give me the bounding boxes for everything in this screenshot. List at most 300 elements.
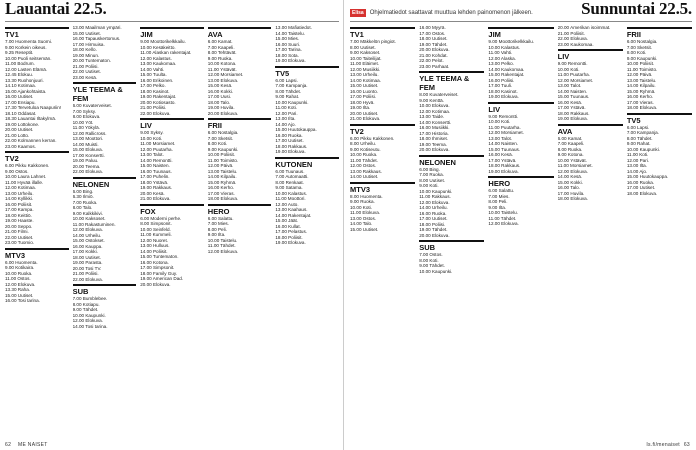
program-listing: 9.00 Koti. — [419, 183, 439, 188]
channel-header: AVA — [208, 27, 272, 39]
program-listing: 9.00 Rahat. — [626, 141, 651, 146]
program-listing: 18.00 Ihmiset. — [419, 136, 449, 141]
left-page — [0, 0, 344, 450]
program-listing: 18.00 Rakkaus. — [488, 163, 521, 168]
program-listing: 15.00 Kesä. — [207, 83, 233, 88]
program-listing: 7.00 Sketsit. — [207, 135, 234, 141]
program-listing: 16.00 Kesä. — [557, 99, 583, 105]
program-listing: 12.00 Elokuva. — [72, 318, 103, 323]
program-listing: 18.00 Poliisi. — [419, 221, 446, 227]
program-listing: 17.00 Ostos. — [419, 30, 446, 36]
program-listing: 7.00 Huomenta Suomi. — [5, 39, 52, 44]
program-listing: 6.00 Bing. — [72, 188, 94, 194]
program-listing: 13.00 Pelko. — [488, 61, 514, 66]
program-listing: 19.00 Ilta. — [350, 105, 371, 110]
program-listing: 10.00 Laura Lahnet. — [5, 174, 47, 179]
program-listing: 10.00 Kaupunki. — [275, 99, 309, 105]
program-listing: 10.00 Yöt. — [72, 119, 94, 125]
program-listing: 10.00 Ruoka. — [5, 270, 33, 276]
program-listing: 23.00 Kaamos. — [5, 143, 36, 149]
program-listing: 10.00 Poliisit. — [626, 61, 655, 66]
program-listing: 14.00 Naisten. — [557, 88, 588, 94]
program-listing: 12.00 Kotimaa. — [419, 108, 451, 114]
program-listing: 13.30 Raha. — [5, 287, 31, 292]
program-listing: 9.00 Remontti. — [488, 113, 519, 119]
program-listing: 6.00 Pikku Kakkonen. — [350, 135, 395, 141]
program-listing: 11.00 Koti. — [275, 105, 297, 110]
program-listing: 6.00 Kuvaterveiset. — [72, 103, 112, 108]
program-listing: 16.00 Kokki. — [207, 88, 234, 94]
program-listing: 15.00 Jäät. — [275, 218, 299, 223]
program-listing: 17.00 Tuuli. — [488, 83, 513, 88]
program-listing: 11.00 Bodrum. — [5, 61, 35, 66]
program-listing: 13.00 Kaahaus. — [275, 207, 308, 212]
program-listing: 11.00 Eläimet. — [350, 61, 380, 66]
program-listing: 17.00 Ensiapu. — [5, 99, 36, 105]
program-listing: 12.45 Elokuu. — [5, 72, 34, 77]
channel-header: YLE TEEMA & FEM — [73, 82, 137, 103]
program-listing: 8.00 Kotiapu. — [72, 301, 100, 307]
program-listing: 17.00 Huvila. — [557, 190, 585, 196]
right-column — [350, 25, 415, 435]
program-listing: 16.00 Musiikki. — [419, 125, 450, 130]
program-listing: 8.00 Koti. — [626, 50, 647, 55]
program-listing: 15.00 Uutiset. — [350, 83, 379, 88]
program-listing: 12.00 Pari. — [275, 110, 298, 116]
program-listing: 20.00 Kesä. — [140, 190, 165, 196]
program-listing: 12.00 Kalastus. — [140, 55, 172, 61]
program-listing: 10.00 Taiteilijat. — [350, 55, 382, 61]
program-listing: 20.00 Seppo. — [5, 223, 33, 229]
program-listing: 13.00 Taistelu. — [626, 77, 657, 83]
channel-header: YLE TEEMA & FEM — [419, 71, 484, 92]
program-listing: 12.00 Elokuva. — [5, 281, 36, 287]
program-listing: 10.00 Kotona. — [207, 61, 237, 66]
program-listing: 8.00 Ruoka. — [557, 146, 583, 152]
program-listing: 6.00 Lapsi. — [626, 124, 650, 130]
program-listing: 16.00 Myyrä. — [419, 25, 446, 30]
program-listing: 11.00 Ystävät. — [207, 66, 237, 72]
program-listing: 16.00 Uutiset. — [5, 94, 34, 99]
program-listing: 9.00 Ruoka. — [207, 55, 233, 61]
program-listing: 17.00 Pelko. — [140, 83, 166, 88]
program-listing: 10.00 Taistelu. — [488, 210, 518, 215]
program-listing: 21.00 Poliisit. — [557, 30, 585, 36]
program-listing: 22.00 Elokuva. — [557, 36, 589, 41]
program-listing: 10.00 Kalastus. — [488, 44, 521, 50]
program-listing: 19.00 Lottokone. — [5, 121, 40, 127]
program-listing: 13.30 Ruohonjuuri. — [5, 77, 44, 83]
program-listing: 17.00 Uutiset. — [275, 138, 304, 143]
program-listing: 7.00 Bumblebee. — [72, 296, 108, 301]
program-listing: 16.00 Kullat. — [275, 223, 301, 229]
program-listing: 15.00 Ostokset. — [72, 238, 105, 243]
program-listing: 18.00 Elokuva. — [626, 190, 658, 196]
program-listing: 10.00 Koti. — [488, 119, 511, 124]
program-listing: 21.00 Poliisi. — [140, 105, 167, 110]
program-listing: 8.00 Uutiset. — [350, 44, 376, 50]
program-listing: 7.00 Mäkkelön pingiot. — [350, 39, 396, 44]
program-listing: 12.00 Puutarha. — [140, 146, 173, 152]
program-listing: 16.00 Poliisit. — [5, 201, 33, 207]
program-listing: 10.00 Koti. — [557, 66, 580, 72]
program-listing: 12.00 Ostos. — [350, 163, 377, 168]
program-listing: 7.00 Mies. — [488, 193, 510, 199]
program-listing: 8.00 Tähdet. — [626, 135, 653, 141]
program-listing: 21.00 Kohdat. — [419, 52, 448, 58]
program-listing: 11.00 Alaskan rakentajat. — [140, 50, 192, 55]
program-listing: 11.00 Vahti. — [488, 50, 513, 55]
program-listing: 9.00 Kalkkikivi. — [72, 210, 103, 216]
program-listing: 15.00 Tuunaus. — [488, 146, 521, 152]
program-listing: 10.00 Poliisit. — [207, 152, 236, 157]
channel-header: MTV3 — [350, 182, 415, 194]
program-listing: 12.00 Rallicross. — [72, 130, 107, 136]
program-listing: 23.00 Kesä. — [72, 74, 98, 80]
program-listing: 8.00 Uutiset. — [419, 177, 445, 183]
program-listing: 11.00 Koti. — [626, 152, 649, 157]
channel-header: JIM — [488, 27, 553, 39]
channel-header: TV5 — [627, 113, 692, 125]
program-listing: 20.00 Elokuva. — [140, 281, 171, 287]
program-listing: 14.00 Kesä. — [557, 174, 583, 179]
right-page-number: 63 — [683, 442, 690, 448]
program-listing: 19.00 Haaste. — [5, 218, 34, 223]
program-listing: 18.00 Keittiö. — [5, 212, 32, 218]
program-listing: 15.00 Kokki. — [557, 179, 583, 185]
program-listing: 12.00 Auto. — [275, 201, 299, 207]
program-listing: 12.00 Musiikki. — [350, 66, 381, 72]
program-listing: 18.00 Rakkaus. — [275, 143, 308, 149]
program-listing: 10.00 Ystävät. — [557, 157, 587, 163]
program-listing: 18.00 Talo. — [207, 99, 231, 105]
program-listing: 14.00 Talo. — [350, 221, 373, 226]
channel-header: HERO — [488, 176, 553, 188]
program-listing: 14.00 Kaukomaa. — [488, 66, 525, 72]
program-listing: 8.00 Tehtävät. — [207, 50, 237, 55]
program-listing: 6.00 Bing. — [419, 166, 440, 172]
program-listing: 11.00 Kummeli. — [140, 232, 172, 237]
program-listing: 11.00 Puutarha. — [488, 124, 521, 130]
program-listing: 9.00 Remontti. — [557, 61, 588, 66]
program-listing: 20.00 Elokuva. — [207, 110, 239, 116]
channel-header: LIV — [558, 49, 623, 61]
program-listing: 15.00 Rakentajat. — [488, 72, 525, 77]
program-listing: 14.00 Uutiset. — [350, 174, 379, 179]
program-listing: 23.00 Tuomio. — [5, 240, 35, 245]
program-listing: 20.00 Elokuva. — [419, 47, 450, 52]
program-listing: 14.00 Urheilu. — [72, 232, 102, 238]
program-listing: 16.00 Kauppa. — [72, 243, 103, 249]
program-listing: 14.10 Kotimaa. — [5, 83, 36, 88]
program-listing: 10.00 Taistelu. — [207, 237, 238, 243]
program-listing: 7.00 Sketsit. — [626, 44, 653, 50]
program-listing: 13.00 Ilta. — [275, 116, 296, 121]
program-listing: 18.30 Lauantai Iltakylmä. — [5, 116, 57, 121]
program-listing: 8.00 Koti. — [207, 141, 228, 146]
right-columns — [350, 25, 692, 435]
program-listing: 10.00 Kaupunki. — [72, 312, 106, 318]
channel-header: FOX — [140, 204, 204, 216]
program-listing: 11.00 Morsiamet. — [557, 163, 593, 168]
program-listing: 6.30 Ilmiö. — [72, 194, 94, 199]
program-listing: 7.00 Syksy. — [72, 108, 96, 114]
program-listing: 6.00 Huomenta. — [5, 259, 38, 265]
program-listing: 18.00 Family Guy. — [140, 270, 178, 276]
program-listing: 9.00 Syksy. — [140, 130, 164, 135]
program-listing: 8.00 Elokuva. — [72, 114, 101, 119]
program-listing: 22.00 Kolmannen kerran. — [5, 138, 57, 143]
program-listing: 16.00 Poliisi. — [488, 77, 515, 83]
elisa-credit — [350, 9, 533, 17]
channel-header: HERO — [208, 204, 272, 216]
channel-header: TV1 — [350, 27, 415, 39]
program-listing: 12.00 Morsiamet. — [207, 72, 244, 77]
program-listing: 12.00 Elokuva. — [207, 248, 239, 254]
program-listing: 6.00 Pikku Kakkonen. — [5, 163, 50, 168]
program-listing: 20.00 Tosi TV. — [72, 265, 102, 271]
program-listing: 10.00 Koti. — [140, 135, 163, 141]
channel-header: AVA — [558, 124, 623, 136]
left-magazine-name: ME NAISET — [18, 442, 48, 448]
left-column — [73, 25, 137, 435]
program-listing: 11.00 Morsiamet. — [140, 141, 176, 146]
right-page — [344, 0, 696, 450]
program-listing: 14.00 Muisti. — [72, 141, 99, 147]
program-listing: 13.00 Taistelu. — [207, 168, 238, 174]
program-listing: 9.00 Korkein oikeus. — [5, 44, 47, 50]
program-listing: 15.00 Huutokauppa. — [275, 127, 317, 132]
program-listing: 14.00 Poliisit. — [140, 248, 168, 254]
program-listing: 17.00 Puhelin. — [140, 174, 170, 179]
program-listing: 19.00 Elokuva. — [275, 240, 306, 245]
program-listing: 9.00 Kotiseutu. — [350, 146, 381, 152]
program-listing: 21.00 Elokuva. — [350, 116, 381, 121]
program-listing: 20.00 Elokuva. — [419, 232, 450, 238]
program-listing: 11.00 Toimisto. — [626, 66, 658, 72]
program-listing: 10.00 Kaupunki. — [419, 268, 453, 274]
program-listing: 9.00 Ilta. — [207, 232, 226, 237]
program-listing: 12.00 Elokuva. — [72, 227, 103, 232]
program-listing: 10.00 Kaupunki. — [626, 146, 661, 152]
program-listing: 14.00 Kotimaa. — [350, 77, 381, 83]
tagline: Ohjelmatiedot saattavat muuttua lehden painomenon jälkeen. — [369, 10, 533, 16]
program-listing: 6.00 Salattu. — [207, 215, 234, 221]
program-listing: 17.00 Vieras. — [626, 99, 654, 105]
program-listing: 15.00 Mies. — [275, 36, 300, 41]
channel-header: TV2 — [5, 151, 69, 163]
program-listing: 10.00 Kaksoset. — [72, 216, 106, 221]
program-listing: 9.00 Kaksoset. — [350, 50, 381, 55]
program-listing: 17.00 Tarina. — [275, 47, 302, 52]
program-listing: 19.00 Paluu. — [72, 158, 99, 163]
program-listing: 22.00 Uutiset. — [72, 69, 101, 74]
program-listing: 17.00 Kokki. — [72, 249, 98, 254]
program-listing: 9.00 Kotona. — [557, 152, 584, 157]
program-listing: 19.00 Huvila. — [207, 105, 235, 110]
program-listing: 11.00 Puutarha. — [557, 72, 590, 77]
program-listing: 12.00 Morsiamet. — [488, 130, 524, 135]
program-listing: 22.00 Elokuva. — [72, 169, 103, 174]
program-listing: 22.00 Elokuva. — [72, 276, 103, 282]
program-listing: 9.00 Kaupunki. — [207, 146, 239, 152]
channel-header: MTV3 — [5, 248, 69, 260]
program-listing: 14.00 Vahti. — [140, 66, 165, 72]
program-listing: 18.00 Sota. — [275, 52, 299, 58]
program-listing: 18.00 Kasinot. — [140, 88, 170, 94]
program-listing: 18.00 Uutiset. — [72, 254, 101, 260]
program-listing: 13.00 Kaukomaa. — [140, 61, 177, 66]
right-column — [488, 25, 553, 435]
program-listing: 20.00 Kotiosasto. — [140, 99, 176, 105]
program-listing: 17.00 Historia. — [419, 130, 449, 136]
program-listing: 16.00 Luonto. — [350, 88, 379, 94]
program-listing: 11.00 Rakastuminen. — [72, 221, 116, 227]
program-listing: 21.00 Filmi. — [5, 229, 29, 234]
channel-header: NELONEN — [419, 155, 484, 167]
program-listing: 8.00 Tähdet. — [275, 88, 302, 94]
program-listing: 6.00 Lapsi. — [275, 77, 298, 83]
program-listing: 11.00 Tähdet. — [488, 215, 517, 221]
channel-header: JIM — [140, 27, 204, 39]
program-listing: 13.00 Rakkaus. — [350, 168, 382, 174]
program-listing: 7.00 Kaapeli. — [557, 141, 585, 146]
program-listing: 9.00 Kaupunki. — [626, 55, 658, 61]
channel-header: SUB — [419, 240, 484, 252]
program-listing: 8.00 Huomenta. — [350, 193, 383, 199]
program-listing: 18.00 Kello. — [72, 47, 97, 52]
program-listing: 14.00 Ajo. — [275, 121, 296, 127]
program-listing: 7.00 Mies. — [207, 221, 229, 226]
program-listing: 19.00 Teema. — [419, 141, 447, 147]
program-listing: 15.00 Uutiset. — [5, 292, 34, 298]
program-listing: 11.00 Tähdet. — [207, 243, 236, 248]
program-listing: 17.00 Ystävä. — [557, 105, 586, 110]
program-listing: 14.00 Naisten. — [488, 141, 519, 146]
program-listing: 9.00 Ostos. — [5, 168, 29, 174]
program-listing: 19.00 Elokuva. — [275, 149, 306, 154]
program-listing: 9.00 Kenttä. — [419, 97, 444, 103]
program-listing: 13.00 Urheilu. — [5, 190, 34, 196]
program-listing: 17.30 Tervetuloa Naapuriin! — [5, 105, 62, 110]
program-listing: 7.00 Automaatti. — [275, 174, 309, 179]
program-listing: 21.00 Poliisi. — [72, 63, 99, 69]
program-listing: 18.00 Poliisit. — [275, 234, 303, 240]
channel-header: FRII — [208, 118, 272, 130]
program-listing: 7.00 Kampanja. — [626, 130, 659, 135]
program-listing: 14.00 Tosi tarina. — [72, 323, 108, 329]
program-listing: 15.00 Tuunaus. — [557, 94, 590, 99]
program-listing: 7.00 Ruoka. — [419, 172, 444, 177]
channel-header: TV5 — [275, 66, 339, 78]
program-listing: 16.00 Tuunaus. — [140, 168, 172, 174]
program-listing: 12.00 Lasten Elämä. — [5, 66, 48, 72]
program-listing: 18.00 Elokuva. — [207, 196, 239, 201]
program-listing: 19.00 Rakkaus. — [140, 185, 173, 190]
program-listing: 16.00 Suuri. — [275, 41, 301, 47]
program-listing: 11.00 Yökylä. — [72, 125, 101, 130]
program-listing: 6.00 Kamat. — [557, 135, 583, 141]
program-listing: 16.00 Ruoka. — [419, 210, 447, 216]
program-listing: 20.00 Uutiset. — [5, 127, 34, 132]
program-listing: 18.00 Elokuva. — [557, 196, 589, 201]
program-listing: 19.00 Parasta. — [72, 260, 103, 265]
program-listing: 13.00 Ostos. — [350, 215, 377, 221]
program-listing: 6.00 Nostalgia. — [207, 130, 239, 135]
program-listing: 17.00 Ystävä. — [488, 157, 517, 163]
program-listing: 7.00 Kampanja. — [275, 83, 308, 88]
program-listing: 20.00 Elokuva. — [419, 147, 450, 152]
program-listing: 17.00 Poliisi. — [350, 94, 377, 99]
program-listing: 12.00 Pari. — [626, 157, 650, 163]
program-listing: 13.00 Hulluus. — [140, 243, 170, 248]
program-listing: 15.00 Huutokauppa. — [626, 174, 669, 179]
program-listing: 12.00 Elokuva. — [419, 199, 450, 205]
program-listing: 18.00 Hyvä. — [350, 99, 375, 105]
program-listing: 16.00 Kotona. — [140, 259, 169, 265]
program-listing: 23.00 Parhaat. — [419, 63, 450, 69]
program-listing: 16.00 Ruoka. — [626, 179, 655, 185]
program-listing: 14.00 Konsertti. — [419, 119, 452, 125]
channel-header: NELONEN — [73, 177, 137, 189]
left-day-title: Lauantai 22.5. — [5, 0, 107, 18]
program-listing: 20.00 Tuntematon. — [72, 58, 111, 63]
program-listing: 19.00 American Dad. — [140, 276, 184, 281]
program-listing: 11.00 Moottori. — [275, 196, 306, 201]
program-listing: 19.00 Tähdet. — [419, 41, 448, 47]
program-listing: 16.00 Kerho. — [207, 185, 235, 190]
program-listing: 18.00 Elokuva. — [626, 105, 658, 110]
program-listing: 20.00 Uutiset. — [350, 110, 379, 116]
program-listing: 19.00 Elokuva. — [275, 58, 306, 63]
program-listing: 9.00 Rahat. — [275, 94, 300, 99]
program-listing: 14.00 Rakentajat. — [275, 212, 312, 218]
program-listing: 6.00 Moderni perhe. — [140, 215, 182, 221]
program-listing: 10.00 Ruoka. — [350, 152, 378, 157]
program-listing: 11.00 Elokuva. — [350, 210, 381, 215]
program-listing: 17.00 Uutiset. — [626, 185, 656, 190]
program-listing: 9.00 Tähdet. — [419, 263, 445, 268]
program-listing: 21.00 Poliisi. — [72, 271, 99, 276]
elisa-logo: Elisa — [352, 10, 364, 16]
program-listing: 12.00 Morsiamet. — [557, 77, 594, 83]
program-listing: 12.00 Nuoret. — [140, 237, 169, 243]
program-listing: 19.00 Elokuva. — [557, 116, 589, 121]
right-column — [558, 25, 623, 435]
program-listing: 10.00 Puoli seitsemän. — [5, 55, 52, 61]
program-listing: 6.00 Salattu. — [488, 188, 515, 193]
left-column — [5, 25, 69, 435]
program-listing: 14.00 Remontti. — [140, 157, 173, 163]
program-listing: 12.00 Elokuva. — [557, 168, 589, 174]
program-listing: 13.00 Moottori. — [72, 136, 104, 141]
program-listing: 18.10 Oddasat. — [5, 110, 37, 116]
program-listing: 10.00 Koti. — [350, 204, 372, 210]
program-listing: 11.00 Hyvää illalle. — [5, 179, 44, 185]
program-listing: 16.00 Talo. — [557, 185, 581, 190]
program-listing: 21.00 Lotto. — [5, 132, 30, 138]
program-listing: 8.00 Kuvaterveiset. — [419, 92, 459, 97]
program-listing: 23.00 Kaukomaa. — [557, 41, 594, 47]
program-listing: 11.00 Toimisto. — [207, 157, 239, 163]
left-header — [5, 0, 339, 22]
program-listing: 9.00 Satama. — [275, 185, 303, 190]
program-listing: 17.00 Hirmuisa. — [72, 41, 105, 47]
channel-header: TV2 — [350, 124, 415, 136]
program-listing: 10.00 Kalastus. — [275, 190, 308, 196]
program-listing: 11.00 Ostos. — [5, 276, 31, 281]
program-listing: 20.00 Teema. — [72, 163, 101, 169]
